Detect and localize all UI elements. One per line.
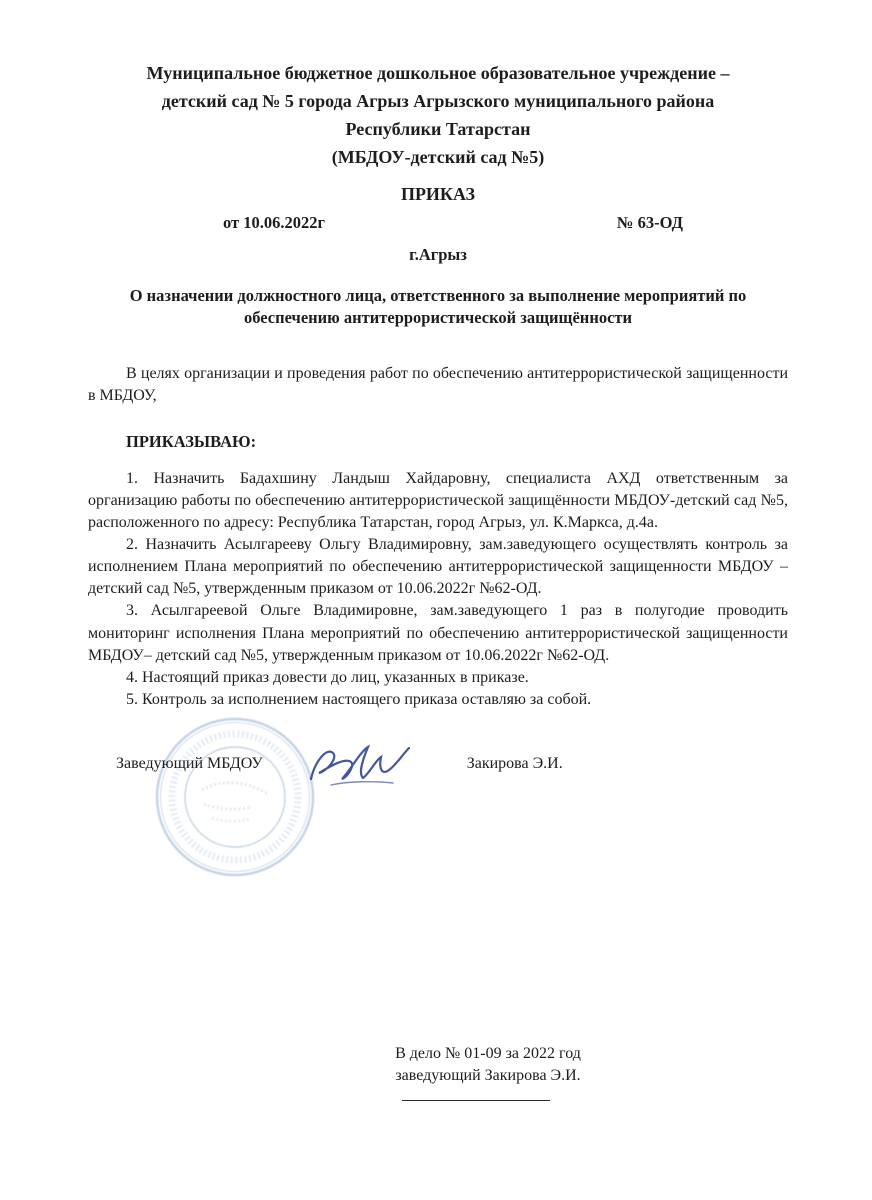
filing-note-underline bbox=[402, 1100, 550, 1101]
order-item-3: 3. Асылгареевой Ольге Владимировне, зам.заведующего 1 раз в полугодие проводить мониторинг исполнения Плана мероприятий по обеспечению антитеррористической защищенности МБДОУ– детский сад №5, утвержденным приказом от 10.06.2022г №62-ОД. bbox=[88, 602, 788, 664]
order-number: № 63-ОД bbox=[616, 212, 683, 232]
header-line-4: (МБДОУ-детский сад №5) bbox=[331, 146, 545, 167]
order-word: ПРИКАЗЫВАЮ: bbox=[126, 432, 257, 452]
signer-position: Заведующий МБДОУ bbox=[116, 754, 263, 772]
document-type-title: ПРИКАЗ bbox=[400, 183, 476, 204]
organization-header bbox=[88, 60, 788, 172]
order-item-2: 2. Назначить Асылгарееву Ольгу Владимировну, зам.заведующего осуществлять контроль за исполнением Плана мероприятий по обеспечению антитеррористической защищенности МБДОУ – детский сад №5, утвержденным приказом от 10.06.2022г №62-ОД. bbox=[88, 536, 788, 598]
order-item-5: 5. Контроль за исполнением настоящего приказа оставляю за собой. bbox=[126, 690, 592, 708]
header-line-2: детский сад № 5 города Агрыз Агрызского муниципального района bbox=[161, 90, 715, 111]
filing-note-line-1: В дело № 01-09 за 2022 год bbox=[395, 1045, 581, 1062]
header-line-3: Республики Татарстан bbox=[345, 118, 531, 139]
handwritten-signature-icon bbox=[301, 739, 419, 800]
signature-block bbox=[88, 745, 788, 800]
order-date: от 10.06.2022г bbox=[223, 212, 326, 232]
header-line-1: Муниципальное бюджетное дошкольное образовательное учреждение – bbox=[146, 63, 730, 83]
order-body bbox=[88, 363, 788, 711]
order-subject: О назначении должностного лица, ответственного за выполнение мероприятий по обеспечению антитеррористической защищённости bbox=[129, 285, 747, 327]
document-content bbox=[88, 60, 788, 800]
filing-note bbox=[0, 1043, 872, 1101]
order-item-1: 1. Назначить Бадахшину Ландыш Хайдаровну, специалиста АХД ответственным за организацию работы по обеспечению антитеррористической защищённости МБДОУ-детский сад №5, расположенного по адресу: Республика Татарстан, город Агрыз, ул. К.Маркса, д.4а. bbox=[88, 470, 788, 532]
date-number-row bbox=[88, 213, 788, 233]
order-item-4: 4. Настоящий приказ довести до лиц, указанных в приказе. bbox=[126, 668, 529, 686]
signer-name: Закирова Э.И. bbox=[466, 754, 563, 772]
intro-paragraph: В целях организации и проведения работ по обеспечению антитеррористической защищенности в МБДОУ, bbox=[88, 365, 788, 405]
filing-note-line-2: заведующий Закирова Э.И. bbox=[395, 1066, 581, 1084]
filing-note-text bbox=[395, 1043, 581, 1101]
city-label: г.Агрыз bbox=[409, 244, 467, 264]
order-items bbox=[88, 468, 788, 711]
